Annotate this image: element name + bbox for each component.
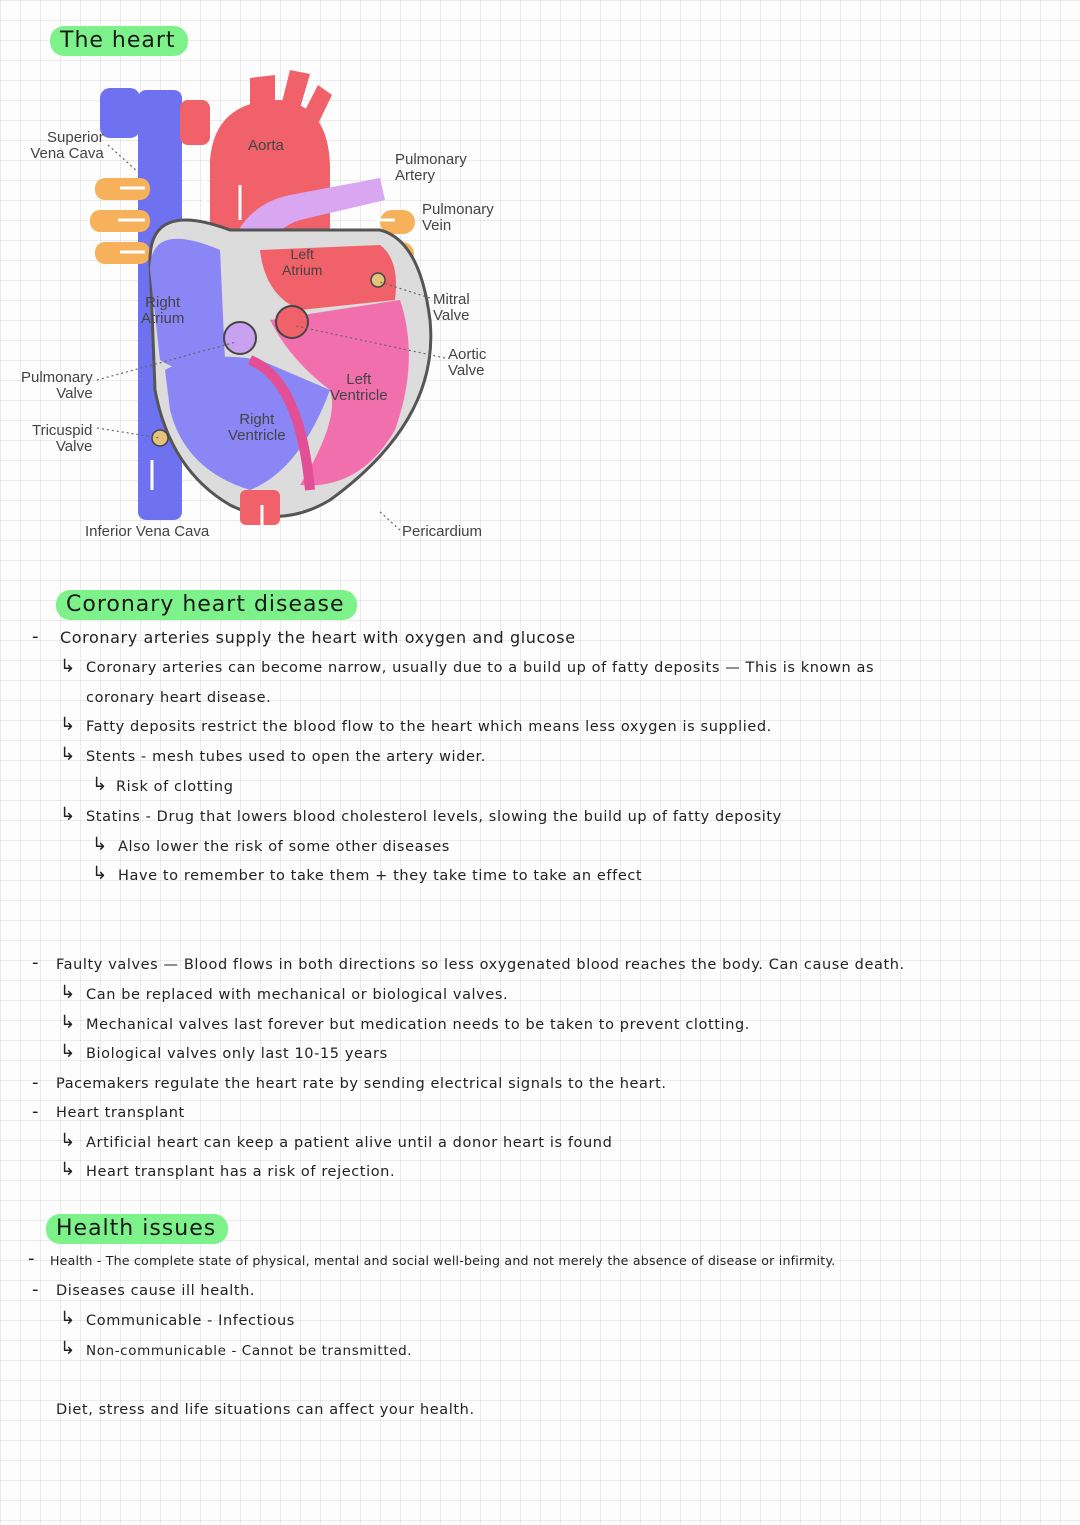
label-right-ventricle: Right Ventricle [228,411,286,444]
note-line: Health - The complete state of physical, mental and social well-being and not merely the absence of disease or infirmity. [50,1253,836,1268]
label-right-atrium: Right Atrium [141,294,185,327]
note-line: Fatty deposits restrict the blood flow to the heart which means less oxygen is supplied. [86,719,772,735]
arrow-icon: ↳ [60,1130,76,1151]
arrow-icon: ↳ [60,744,76,765]
note-line: Stents - mesh tubes used to open the artery wider. [86,749,486,765]
note-line: Heart transplant has a risk of rejection. [86,1164,396,1180]
note-line: Risk of clotting [116,779,234,795]
note-line: Coronary arteries supply the heart with oxygen and glucose [60,628,576,647]
note-line: Faulty valves — Blood flows in both directions so less oxygenated blood reaches the body. Can cause death. [56,957,905,973]
arrow-icon: ↳ [60,804,76,825]
label-mitral-valve: Mitral Valve [433,291,470,324]
label-tricuspid-valve: Tricuspid Valve [32,422,93,455]
note-line: Artificial heart can keep a patient alive until a donor heart is found [86,1135,613,1151]
arrow-icon: ↳ [92,834,108,855]
arrow-icon: ↳ [60,656,76,677]
note-line: Communicable - Infectious [86,1313,295,1329]
note-line: Diseases cause ill health. [56,1283,256,1299]
arrow-icon: ↳ [60,1338,76,1359]
label-aortic-valve: Aortic Valve [448,346,487,379]
note-line: Also lower the risk of some other diseases [118,839,450,855]
note-line: Non-communicable - Cannot be transmitted. [86,1343,413,1359]
note-line: Statins - Drug that lowers blood cholesterol levels, slowing the build up of fatty deposity [86,809,782,825]
note-line: Have to remember to take them + they take time to take an effect [118,868,643,884]
arrow-icon: ↳ [60,1159,76,1180]
note-line: Diet, stress and life situations can affect your health. [56,1402,475,1418]
note-line: Can be replaced with mechanical or biological valves. [86,987,509,1003]
label-inferior-vena-cava: Inferior Vena Cava [85,523,210,540]
label-superior-vena-cava: Superior Vena Cava [30,129,104,162]
note-line: Pacemakers regulate the heart rate by sending electrical signals to the heart. [56,1076,667,1092]
label-left-atrium: Left Atrium [282,246,323,278]
note-line: Coronary arteries can become narrow, usually due to a build up of fatty deposits — This is known as [86,660,875,676]
arrow-icon: ↳ [60,1041,76,1062]
bullet-dash: - [32,1279,39,1300]
bullet-dash: - [32,1101,39,1122]
bullet-dash: - [32,952,39,973]
label-left-ventricle: Left Ventricle [330,371,388,404]
note-line: coronary heart disease. [86,690,272,706]
page-title: The heart [50,26,188,56]
arrow-icon: ↳ [92,863,108,884]
note-line: Biological valves only last 10-15 years [86,1046,388,1062]
bullet-dash: - [28,1248,35,1269]
arrow-icon: ↳ [60,714,76,735]
section-heading-coronary: Coronary heart disease [56,590,357,620]
label-aorta: Aorta [248,137,284,154]
arrow-icon: ↳ [92,774,108,795]
arrow-icon: ↳ [60,1308,76,1329]
label-pulmonary-valve: Pulmonary Valve [21,369,93,402]
note-line: Mechanical valves last forever but medication needs to be taken to prevent clotting. [86,1017,751,1033]
label-pericardium: Pericardium [402,523,483,540]
label-pulmonary-artery: Pulmonary Artery [395,151,467,184]
label-pulmonary-vein: Pulmonary Vein [422,201,494,234]
bullet-dash: - [32,626,39,647]
bullet-dash: - [32,1072,39,1093]
arrow-icon: ↳ [60,1012,76,1033]
arrow-icon: ↳ [60,982,76,1003]
section-heading-health: Health issues [46,1214,228,1244]
note-line: Heart transplant [56,1105,185,1121]
